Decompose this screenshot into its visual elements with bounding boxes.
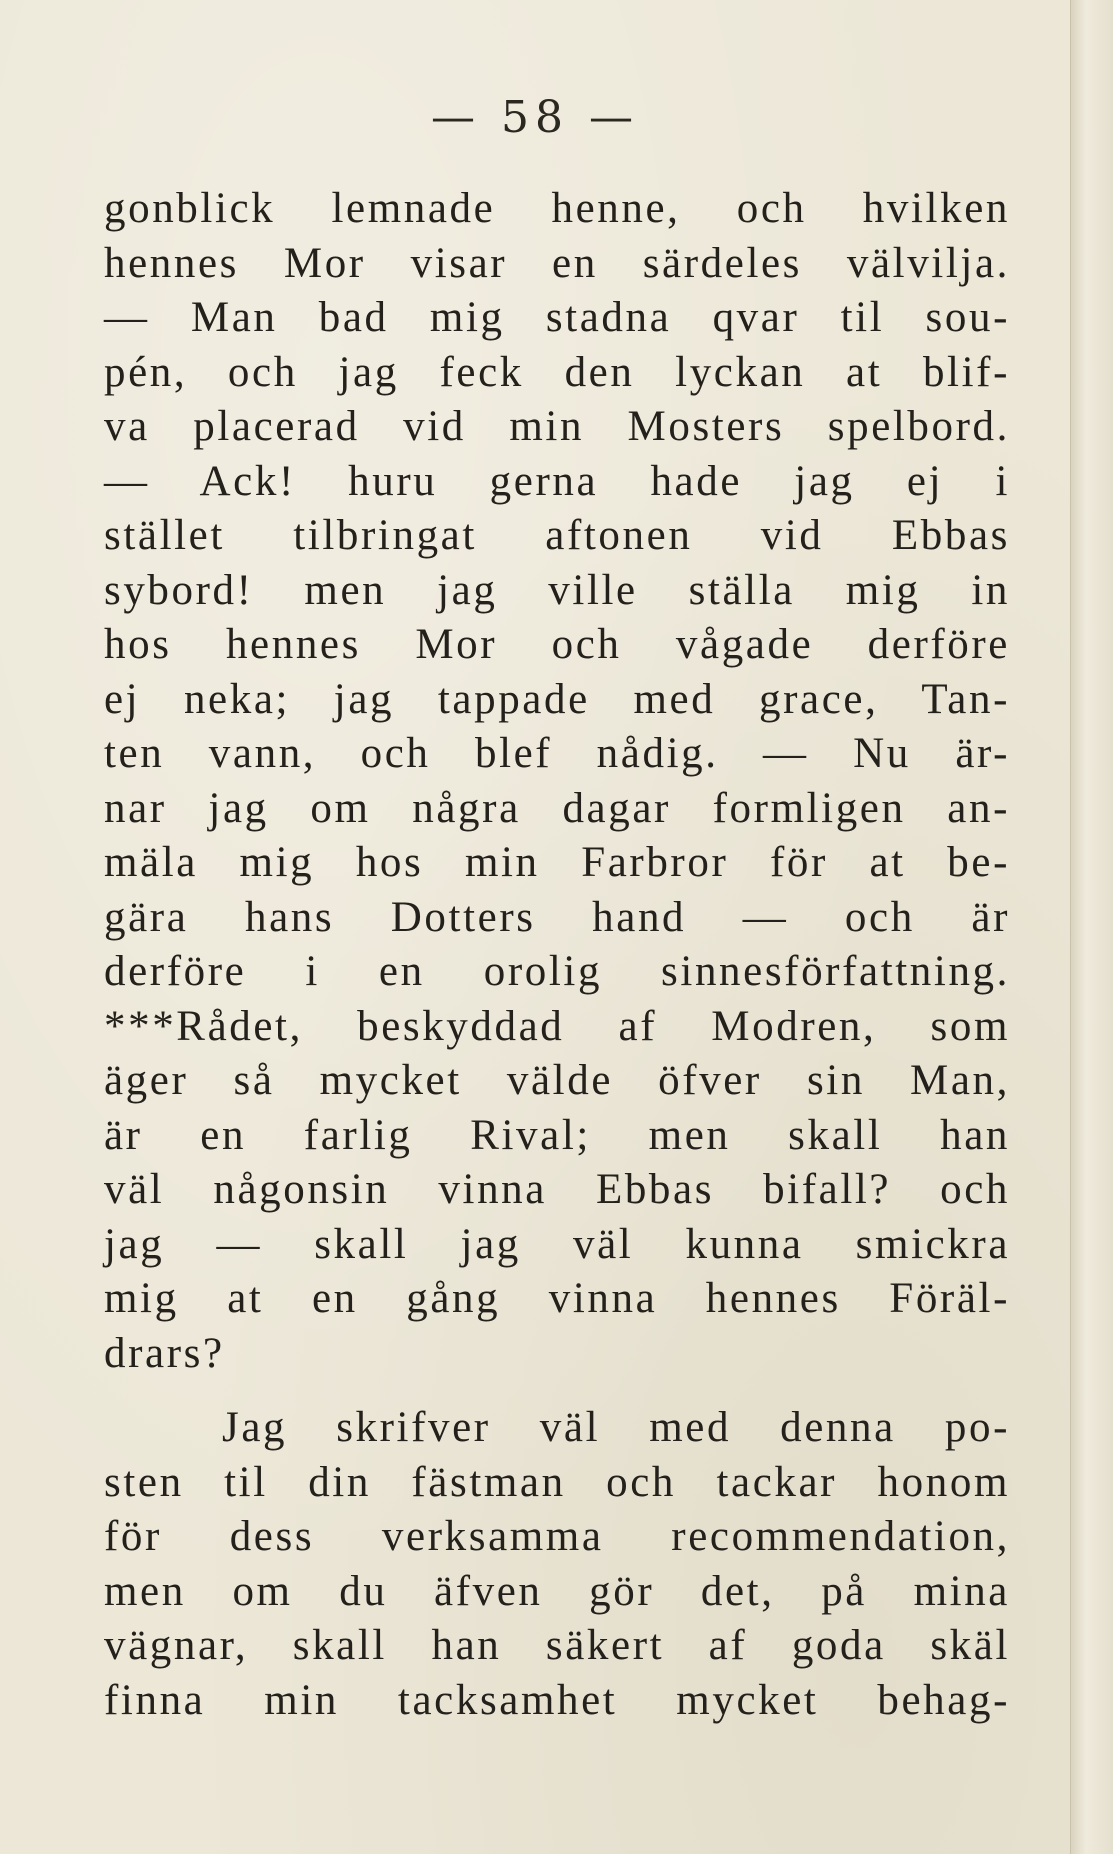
- text-line: drars?: [104, 1329, 225, 1377]
- page-edge: [1070, 0, 1113, 1854]
- text-line: — Man bad mig stadna qvar til sou-: [104, 294, 1010, 341]
- paragraph-2: [104, 1401, 1010, 1728]
- text-line: hos hennes Mor och vågade derföre: [104, 621, 1010, 668]
- text-line: Jag skrifver väl med denna po-: [222, 1404, 1010, 1451]
- text-line: är en farlig Rival; men skall han: [104, 1111, 1010, 1159]
- text-line: mig at en gång vinna hennes Föräl-: [104, 1275, 1010, 1322]
- text-line: — Ack! huru gerna hade jag ej i: [104, 457, 1010, 505]
- text-line: ***Rådet, beskyddad af Modren, som: [104, 1002, 1010, 1050]
- text-line: finna min tacksamhet mycket behag-: [104, 1676, 1010, 1724]
- text-line: mäla mig hos min Farbror för at be-: [104, 839, 1010, 886]
- text-line: ej neka; jag tappade med grace, Tan-: [104, 675, 1010, 723]
- text-line: men om du äfven gör det, på mina: [104, 1567, 1010, 1615]
- text-line: nar jag om några dagar formligen an-: [104, 784, 1010, 832]
- text-line: för dess verksamma recommendation,: [104, 1513, 1010, 1560]
- text-line: stället tilbringat aftonen vid Ebbas: [104, 512, 1010, 559]
- paragraph-spacer: [104, 1381, 1010, 1401]
- text-line: gära hans Dotters hand — och är: [104, 893, 1010, 941]
- text-line: gonblick lemnade henne, och hvilken: [104, 185, 1010, 232]
- text-line: hennes Mor visar en särdeles välvilja.: [104, 239, 1010, 287]
- text-line: ten vann, och blef nådig. — Nu är-: [104, 730, 1010, 777]
- text-line: jag — skall jag väl kunna smickra: [104, 1220, 1010, 1268]
- text-line: pén, och jag feck den lyckan at blif-: [104, 348, 1010, 396]
- page-number-header: — 58 —: [431, 92, 639, 143]
- text-line: sten til din fästman och tackar honom: [104, 1458, 1010, 1506]
- text-line: va placerad vid min Mosters spelbord.: [104, 403, 1010, 450]
- paragraph-1: [104, 182, 1010, 1381]
- text-line: vägnar, skall han säkert af goda skäl: [104, 1622, 1010, 1669]
- text-line: äger så mycket välde öfver sin Man,: [104, 1057, 1010, 1104]
- text-line: sybord! men jag ville ställa mig in: [104, 566, 1010, 614]
- body-text: [104, 182, 1010, 1728]
- text-line: väl någonsin vinna Ebbas bifall? och: [104, 1166, 1010, 1213]
- text-line: derföre i en orolig sinnesförfattning.: [104, 948, 1010, 995]
